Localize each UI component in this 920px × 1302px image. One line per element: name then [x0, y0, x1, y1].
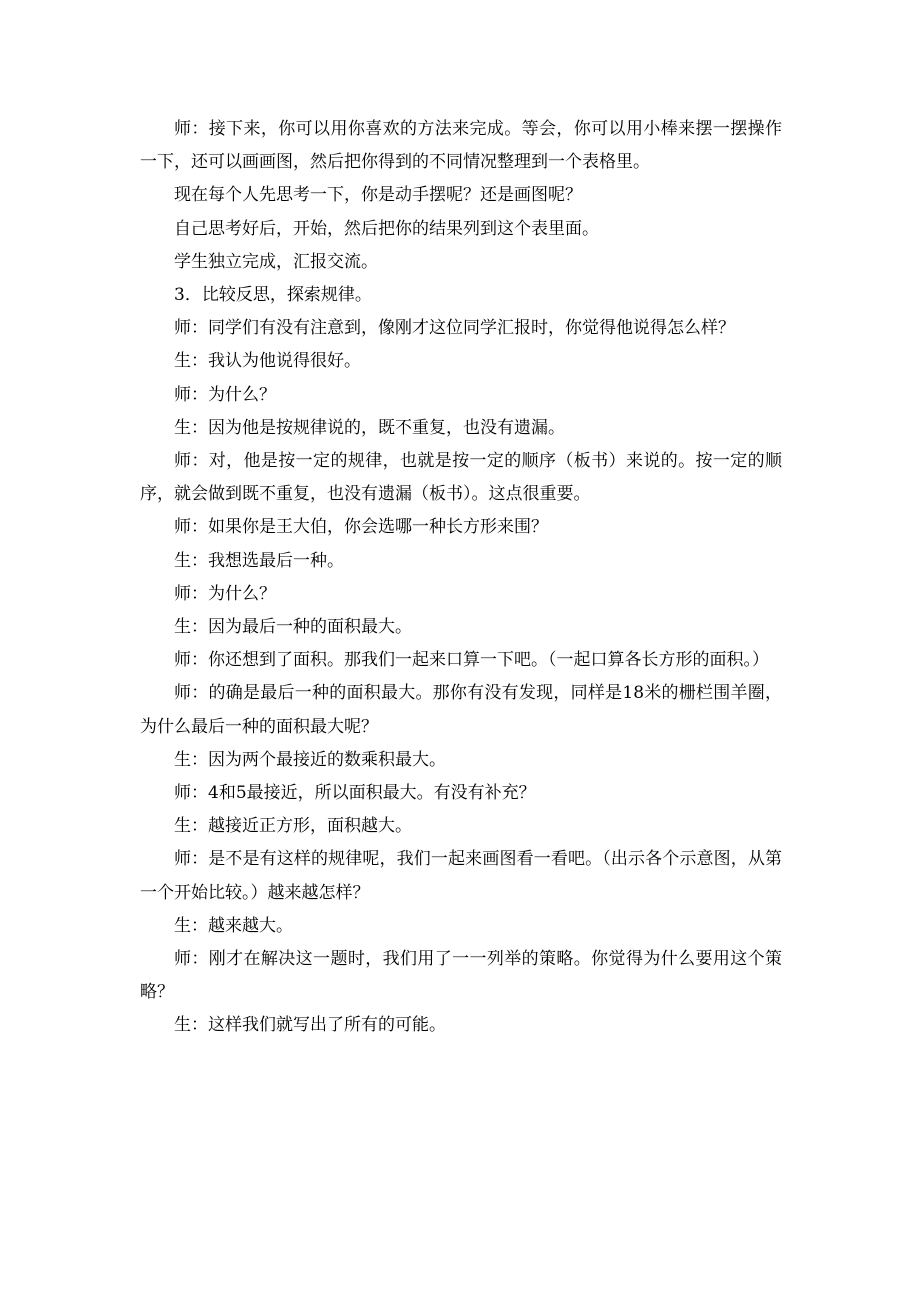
paragraph: 师：同学们有没有注意到，像刚才这位同学汇报时，你觉得他说得怎么样？ — [174, 318, 735, 339]
paragraph: 师：为什么？ — [174, 583, 276, 604]
paragraph: 师：刚才在解决这一题时，我们用了一一列举的策略。你觉得为什么要用这个策略？ — [140, 949, 782, 1003]
paragraph: 师：你还想到了面积。那我们一起来口算一下吧。（一起口算各长方形的面积。） — [174, 650, 769, 671]
paragraph: 师：4和5最接近，所以面积最大。有没有补充？ — [174, 783, 536, 804]
paragraph: 生：这样我们就写出了所有的可能。 — [174, 1015, 446, 1036]
paragraph: 生：因为最后一种的面积最大。 — [174, 617, 412, 638]
paragraph: 生：越接近正方形，面积越大。 — [174, 816, 412, 837]
paragraph: 师：是不是有这样的规律呢，我们一起来画图看一看吧。（出示各个示意图，从第一个开始比较。）越来越怎样？ — [140, 849, 782, 903]
paragraph: 师：为什么？ — [174, 384, 276, 405]
paragraph: 生：越来越大。 — [174, 915, 293, 936]
paragraph: 生：因为他是按规律说的，既不重复，也没有遗漏。 — [174, 417, 565, 438]
paragraph: 现在每个人先思考一下，你是动手摆呢？还是画图呢？ — [174, 185, 582, 206]
document-body — [140, 113, 782, 1043]
section-heading: 3．比较反思，探索规律。 — [174, 285, 372, 306]
paragraph: 师：如果你是王大伯，你会选哪一种长方形来围？ — [174, 517, 548, 538]
paragraph: 师：对，他是按一定的规律，也就是按一定的顺序（板书）来说的。按一定的顺序，就会做到既不重复，也没有遗漏（板书）。这点很重要。 — [140, 451, 782, 505]
paragraph: 师：接下来，你可以用你喜欢的方法来完成。等会，你可以用小棒来摆一摆操作一下，还可以画画图，然后把你得到的不同情况整理到一个表格里。 — [140, 119, 782, 173]
paragraph: 生：我认为他说得很好。 — [174, 351, 361, 372]
paragraph: 学生独立完成，汇报交流。 — [174, 251, 378, 272]
paragraph: 师：的确是最后一种的面积最大。那你有没有发现，同样是18米的栅栏围羊圈，为什么最后一种的面积最大呢？ — [140, 683, 782, 737]
paragraph: 生：因为两个最接近的数乘积最大。 — [174, 749, 446, 770]
paragraph: 生：我想选最后一种。 — [174, 550, 344, 571]
paragraph: 自己思考好后，开始，然后把你的结果列到这个表里面。 — [174, 218, 599, 239]
